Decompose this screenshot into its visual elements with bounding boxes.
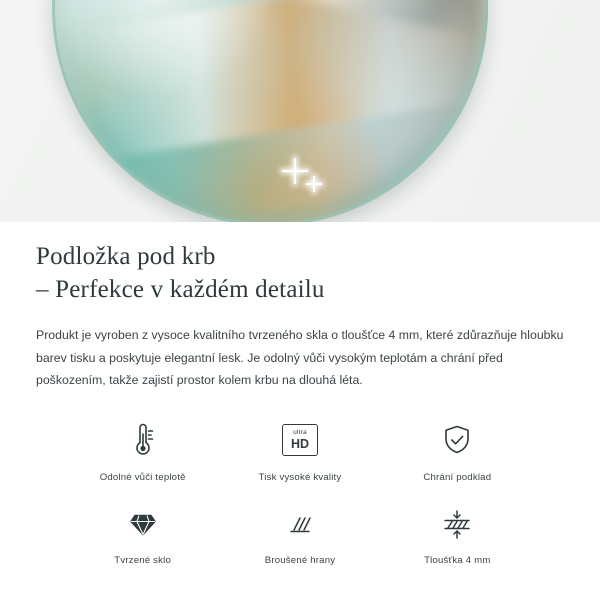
headline-line-1: Podložka pod krb xyxy=(36,243,216,270)
product-glass-disc xyxy=(52,0,488,222)
hero-image xyxy=(0,0,600,222)
feature-item-temperature xyxy=(64,418,221,483)
feature-item-polished-edges xyxy=(221,501,378,566)
feature-item-print-quality xyxy=(221,418,378,483)
feature-grid xyxy=(36,418,564,566)
shield-check-icon xyxy=(437,418,477,462)
thickness-icon xyxy=(435,501,479,545)
feature-label: Tloušťka 4 mm xyxy=(424,555,491,567)
feature-label: Tisk vysoké kvality xyxy=(258,472,342,484)
page-title xyxy=(36,240,564,306)
feature-label: Odolné vůči teplotě xyxy=(99,472,186,484)
polished-edges-icon xyxy=(280,501,320,545)
feature-label: Tvrzené sklo xyxy=(114,555,172,567)
feature-label: Chrání podklad xyxy=(423,472,492,484)
feature-item-thickness xyxy=(379,501,536,566)
feature-item-surface-protection xyxy=(379,418,536,483)
ultra-hd-top-label: ultra xyxy=(293,429,307,437)
content-block xyxy=(0,222,600,566)
diamond-icon xyxy=(123,501,163,545)
headline-line-2: – Perfekce v každém detailu xyxy=(36,276,325,303)
ultra-hd-bottom-label: HD xyxy=(290,436,310,451)
description-paragraph: Produkt je vyroben z vysoce kvalitního tvrzeného skla o tloušťce 4 mm, které zdůrazňuje hloubku barev tisku a poskytuje elegantní lesk. Je odolný vůči vysokým teplotám a chrání před poškozením, takže zajistí prostor kolem krbu na dlouhá léta. xyxy=(36,328,564,388)
thermometer-icon xyxy=(123,418,163,462)
feature-label: Broušené hrany xyxy=(264,555,336,567)
feature-item-tempered-glass xyxy=(64,501,221,566)
ultra-hd-icon xyxy=(282,418,318,462)
